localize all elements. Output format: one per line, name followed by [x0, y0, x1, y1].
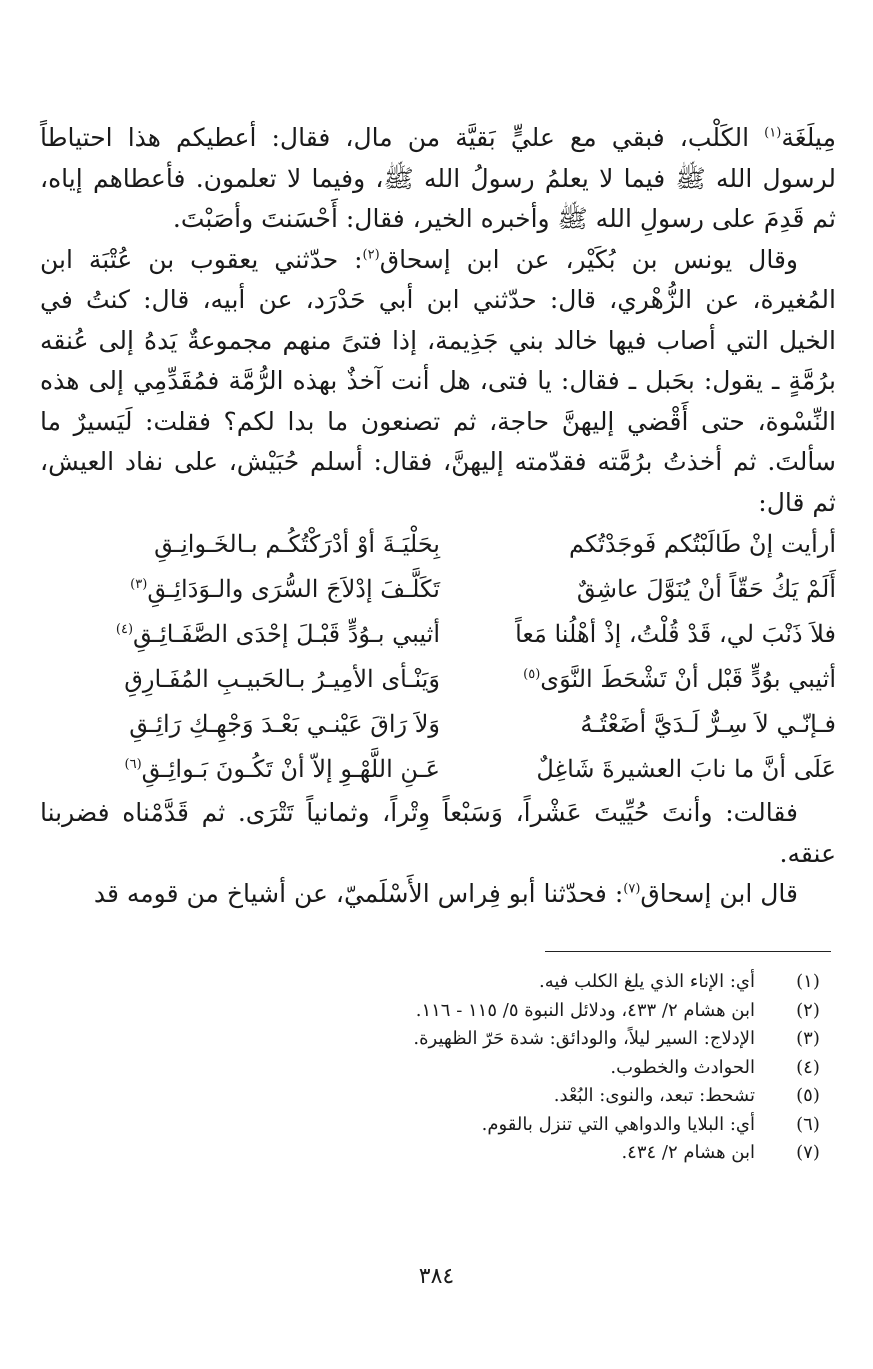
paragraph-4: [40, 874, 836, 915]
page-number: ٣٨٤: [418, 1264, 455, 1289]
footnote-text: الإدلاج: السير ليلاً، والودائق: شدة حَرّ الظهيرة.: [413, 1028, 755, 1049]
paragraph-3: فقالت: وأنتَ حُيِّيتَ عَشْراً، وَسَبْعاً وِتْراً، وثمانياً تَتْرَى. ثم قَدَّمْناه فضربنا عنقه.: [40, 798, 836, 868]
verse-second-hemistich: وَلاَ رَاقَ عَيْنـي بَعْـدَ وَجْهِـكِ رَائِـقِ: [129, 710, 440, 738]
footnote-item: [55, 1025, 820, 1054]
verse-second-hemistich: وَيَنْـأى الأمِيـرُ بـالحَبيـبِ المُفَـارِقِ: [124, 665, 440, 693]
verse-second-hemistich: بِحَلْيَـةَ أوْ أدْرَكْتُكُـم بـالخَـوانِـقِ: [154, 530, 440, 558]
paragraph-2-rest: : حدّثني يعقوب بن عُتْبَة ابن المُغيرة، عن الزُّهْري، قال: حدّثني ابن أبي حَدْرَد، عن أبيه، قال: كنتُ في الخيل التي أصاب فيها خالد بني جَذِيمة، إذا فتىً منهم مجموعةٌ يَدهُ إلى عُنقه برُمَّةٍ ـ يقول: بحَبل ـ فقال: يا فتى، هل أنت آخذٌ بهذه الرُّمَّة فمُقَدِّمِي إلى هذه النِّسْوة، حتى أَقْضي إليهنَّ حاجة، ثم تصنعون ما بدا لكم؟ فقلت: لَيَسيرٌ ما سألتَ. ثم أخذتُ برُمَّته فقدّمته إليهنَّ، فقال: أسلم حُبَيْش، على نفاد العيش، ثم قال:: [40, 244, 836, 517]
paragraph-1-rest: الكَلْب، فبقي مع عليٍّ بَقيَّة من مال، فقال: أعطيكم هذا احتياطاً لرسول الله ﷺ فيما لا يعلمُ رسولُ الله ﷺ، وفيما لا تعلمون. فأعطاهم إياه، ثم قَدِمَ على رسولِ الله ﷺ وأخبره الخير، فقال: أَحْسَنتَ وأصَبْتَ.: [40, 123, 836, 233]
footnote-item: [55, 1054, 820, 1083]
footnote-ref-2: (٢): [362, 247, 380, 263]
paragraph-4-rest: : فحدّثنا أبو فِراس الأَسْلَميّ، عن أشياخ من قومه قد: [93, 879, 624, 908]
verse-second-hemistich-text: تَكَلَّـفَ إدْلاَجَ السُّرَى والـوَدَائِـقِ: [147, 575, 440, 603]
main-text-continued: [40, 793, 836, 915]
footnote-ref-7: (٧): [623, 881, 641, 897]
paragraph-1: [40, 118, 836, 240]
footnote-ref-3: (٣): [130, 577, 148, 592]
footnote-text: ابن هشام ٢/ ٤٣٤.: [621, 1142, 755, 1163]
verse-second-hemistich-text: عَـنِ اللَّهْـوِ إلاّ أنْ تَكُـونَ بَـوائِـقِ: [141, 755, 440, 783]
footnote-item: [55, 1111, 820, 1140]
verse-second-hemistich: [40, 747, 440, 792]
footnote-ref-4: (٤): [115, 622, 134, 637]
footnote-text: أي: الإناء الذي يلغ الكلب فيه.: [538, 971, 755, 992]
footnote-number: (٦): [796, 1113, 820, 1135]
footnote-text: الحوادث والخطوب.: [610, 1056, 755, 1078]
paragraph-1-start: مِيلَغَة: [781, 123, 836, 152]
footnote-ref-5: (٥): [523, 667, 541, 682]
paragraph-2: [40, 240, 836, 524]
poem: [40, 522, 836, 792]
verse-first-hemistich: أرأيت إنْ طَالَبْتُكم فَوجَدْتُكم: [569, 530, 836, 558]
footnote-number: (٧): [796, 1142, 820, 1163]
footnote-text: تشحط: تبعد، والنوى: البُعْد.: [553, 1085, 755, 1106]
poem-verse: [40, 522, 836, 567]
footnote-divider: [545, 951, 831, 952]
footnote-ref-1: (١): [764, 125, 782, 141]
poem-verse: [40, 747, 836, 792]
footnote-number: (١): [796, 971, 820, 992]
footnote-item: [55, 1139, 820, 1168]
poem-verse: [40, 612, 836, 657]
footnote-item: [55, 968, 820, 997]
verse-first-hemistich-text: أثيبي بوُدٍّ قَبْل أنْ تَشْحَطَ النَّوَى: [540, 665, 836, 693]
verse-first-hemistich: أَلَمْ يَكُ حَقّاً أنْ يُنَوَّلَ عاشِقٌ: [576, 575, 836, 603]
footnote-number: (٢): [796, 999, 820, 1021]
verse-first-hemistich: فـإنّـي لاَ سِـرٌّ لَـدَيَّ أضَعْتُـهُ: [580, 710, 836, 738]
footnotes: [55, 968, 820, 1168]
footnote-number: (٥): [796, 1085, 820, 1106]
poem-verse: [40, 567, 836, 612]
verse-first-hemistich: [496, 657, 836, 702]
footnote-item: [55, 997, 820, 1026]
paragraph-4-start: قال ابن إسحاق: [640, 879, 798, 908]
paragraph-2-start: وقال يونس بن بُكَيْر، عن ابن إسحاق: [379, 244, 798, 274]
footnote-number: (٤): [796, 1056, 820, 1078]
verse-second-hemistich: [40, 567, 440, 612]
footnote-item: [55, 1082, 820, 1111]
verse-first-hemistich: فلاَ ذَنْبَ لي، قَدْ قُلْتُ، إذْ أهْلُنا مَعاً: [515, 620, 836, 648]
footnote-ref-6: (٦): [124, 757, 142, 772]
footnote-text: أي: البلايا والدواهي التي تنزل بالقوم.: [481, 1113, 755, 1135]
main-text-block: [40, 118, 836, 523]
verse-second-hemistich: [40, 612, 440, 657]
verse-second-hemistich-text: أثيبي بـوُدٍّ قَبْـلَ إحْدَى الصَّفَـائِـقِ: [133, 620, 440, 648]
footnote-number: (٣): [796, 1028, 820, 1049]
verse-first-hemistich: عَلَى أنَّ ما نابَ العشيرةَ شَاغِلٌ: [536, 755, 836, 783]
poem-verse: [40, 702, 836, 747]
footnote-text: ابن هشام ٢/ ٤٣٣، ودلائل النبوة ٥/ ١١٥ - ١١٦.: [415, 999, 755, 1021]
poem-verse: [40, 657, 836, 702]
